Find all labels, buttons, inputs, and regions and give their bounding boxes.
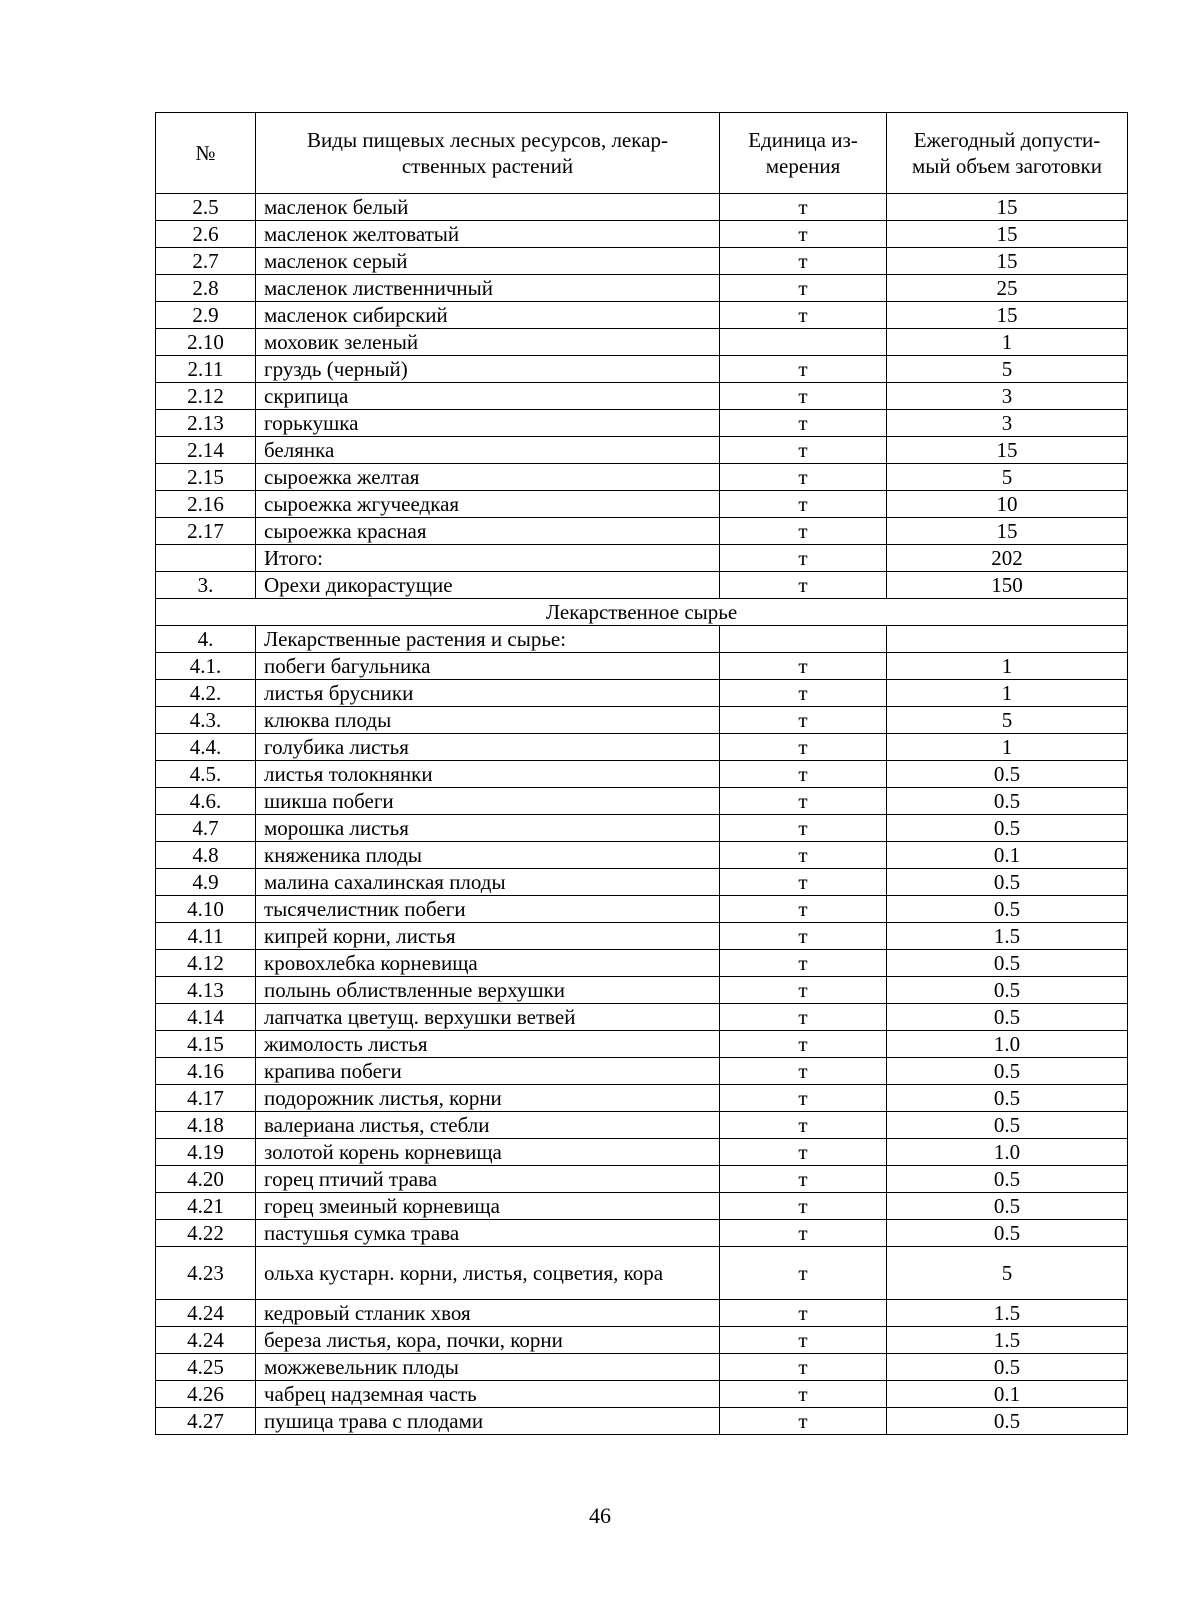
row-volume: 5 bbox=[887, 464, 1128, 491]
row-volume: 1.5 bbox=[887, 923, 1128, 950]
table-row bbox=[156, 1058, 1128, 1085]
row-name: горец птичий трава bbox=[256, 1166, 720, 1193]
row-volume: 1 bbox=[887, 329, 1128, 356]
row-unit: т bbox=[720, 869, 887, 896]
row-name: полынь облиствленные верхушки bbox=[256, 977, 720, 1004]
row-name: масленок желтоватый bbox=[256, 221, 720, 248]
table-row bbox=[156, 1193, 1128, 1220]
row-name: груздь (черный) bbox=[256, 356, 720, 383]
row-unit: т bbox=[720, 923, 887, 950]
row-volume: 15 bbox=[887, 194, 1128, 221]
row-name: сыроежка желтая bbox=[256, 464, 720, 491]
row-name: кедровый стланик хвоя bbox=[256, 1300, 720, 1327]
table-row bbox=[156, 1166, 1128, 1193]
row-num: 2.9 bbox=[156, 302, 256, 329]
table-row bbox=[156, 680, 1128, 707]
table-row bbox=[156, 1139, 1128, 1166]
row-unit: т bbox=[720, 1247, 887, 1300]
table-row bbox=[156, 788, 1128, 815]
row-volume: 1.5 bbox=[887, 1300, 1128, 1327]
table-row bbox=[156, 707, 1128, 734]
table-header-row bbox=[156, 113, 1128, 194]
table-row bbox=[156, 221, 1128, 248]
row-unit: т bbox=[720, 275, 887, 302]
table-row bbox=[156, 1220, 1128, 1247]
row-num: 4.24 bbox=[156, 1327, 256, 1354]
row-volume: 15 bbox=[887, 302, 1128, 329]
row-name: можжевельник плоды bbox=[256, 1354, 720, 1381]
row-name: береза листья, кора, почки, корни bbox=[256, 1327, 720, 1354]
row-unit: т bbox=[720, 1354, 887, 1381]
row-name: листья брусники bbox=[256, 680, 720, 707]
row-volume: 0.5 bbox=[887, 1112, 1128, 1139]
table-row bbox=[156, 653, 1128, 680]
row-num: 4.4. bbox=[156, 734, 256, 761]
row-unit: т bbox=[720, 1004, 887, 1031]
row-num: 4.6. bbox=[156, 788, 256, 815]
table-row bbox=[156, 410, 1128, 437]
row-name: масленок серый bbox=[256, 248, 720, 275]
row-unit: т bbox=[720, 1166, 887, 1193]
row-volume: 202 bbox=[887, 545, 1128, 572]
row-volume: 0.5 bbox=[887, 1220, 1128, 1247]
row-num: 4.27 bbox=[156, 1408, 256, 1435]
row-num: 4.24 bbox=[156, 1300, 256, 1327]
row-name: пушица трава с плодами bbox=[256, 1408, 720, 1435]
row-num: 4.22 bbox=[156, 1220, 256, 1247]
table-row bbox=[156, 1381, 1128, 1408]
row-volume: 1 bbox=[887, 653, 1128, 680]
row-volume: 0.5 bbox=[887, 1193, 1128, 1220]
row-num: 4.26 bbox=[156, 1381, 256, 1408]
header-name: Виды пищевых лесных ресурсов, лекар-ственных растений bbox=[256, 113, 720, 194]
table-row bbox=[156, 1300, 1128, 1327]
row-volume: 3 bbox=[887, 383, 1128, 410]
table-body-mushrooms bbox=[156, 194, 1128, 599]
row-name: скрипица bbox=[256, 383, 720, 410]
row-volume: 1.0 bbox=[887, 1139, 1128, 1166]
table-row bbox=[156, 275, 1128, 302]
row-num: 2.12 bbox=[156, 383, 256, 410]
row-name: Лекарственные растения и сырье: bbox=[256, 626, 720, 653]
row-unit: т bbox=[720, 1300, 887, 1327]
row-name: ольха кустарн. корни, листья, соцветия, кора bbox=[256, 1247, 720, 1300]
row-unit: т bbox=[720, 1058, 887, 1085]
row-num: 4.17 bbox=[156, 1085, 256, 1112]
row-name: сыроежка красная bbox=[256, 518, 720, 545]
page-number: 46 bbox=[589, 1503, 611, 1528]
row-unit: т bbox=[720, 680, 887, 707]
row-name: побеги багульника bbox=[256, 653, 720, 680]
row-unit: т bbox=[720, 221, 887, 248]
row-volume: 5 bbox=[887, 1247, 1128, 1300]
row-volume: 1.5 bbox=[887, 1327, 1128, 1354]
row-num: 4.19 bbox=[156, 1139, 256, 1166]
row-num: 4.15 bbox=[156, 1031, 256, 1058]
row-num: 4.12 bbox=[156, 950, 256, 977]
row-name: моховик зеленый bbox=[256, 329, 720, 356]
row-unit: т bbox=[720, 977, 887, 1004]
row-volume: 1 bbox=[887, 734, 1128, 761]
table-row bbox=[156, 356, 1128, 383]
row-volume: 15 bbox=[887, 221, 1128, 248]
row-num bbox=[156, 545, 256, 572]
row-name: кипрей корни, листья bbox=[256, 923, 720, 950]
row-volume: 0.5 bbox=[887, 869, 1128, 896]
row-name: валериана листья, стебли bbox=[256, 1112, 720, 1139]
row-volume: 0.5 bbox=[887, 788, 1128, 815]
row-num: 4.14 bbox=[156, 1004, 256, 1031]
row-num: 4.10 bbox=[156, 896, 256, 923]
table-row bbox=[156, 626, 1128, 653]
row-name: Итого: bbox=[256, 545, 720, 572]
table-row bbox=[156, 464, 1128, 491]
table-section-row-group bbox=[156, 599, 1128, 626]
row-name: горькушка bbox=[256, 410, 720, 437]
row-volume: 3 bbox=[887, 410, 1128, 437]
row-volume: 10 bbox=[887, 491, 1128, 518]
row-num: 2.13 bbox=[156, 410, 256, 437]
header-num: № bbox=[156, 113, 256, 194]
row-unit bbox=[720, 329, 887, 356]
row-name: масленок белый bbox=[256, 194, 720, 221]
row-unit: т bbox=[720, 491, 887, 518]
row-unit: т bbox=[720, 1112, 887, 1139]
row-name: кровохлебка корневища bbox=[256, 950, 720, 977]
row-unit: т bbox=[720, 1085, 887, 1112]
table-row bbox=[156, 923, 1128, 950]
row-num: 2.5 bbox=[156, 194, 256, 221]
row-volume: 0.5 bbox=[887, 950, 1128, 977]
row-volume: 5 bbox=[887, 356, 1128, 383]
row-volume: 0.5 bbox=[887, 761, 1128, 788]
row-name: подорожник листья, корни bbox=[256, 1085, 720, 1112]
row-unit: т bbox=[720, 518, 887, 545]
row-num: 4.11 bbox=[156, 923, 256, 950]
row-unit: т bbox=[720, 653, 887, 680]
row-name: масленок лиственничный bbox=[256, 275, 720, 302]
row-unit: т bbox=[720, 734, 887, 761]
table-row bbox=[156, 1112, 1128, 1139]
row-unit: т bbox=[720, 248, 887, 275]
row-num: 2.16 bbox=[156, 491, 256, 518]
row-unit: т bbox=[720, 1327, 887, 1354]
row-num: 3. bbox=[156, 572, 256, 599]
table-row bbox=[156, 1354, 1128, 1381]
row-num: 4.2. bbox=[156, 680, 256, 707]
row-name: шикша побеги bbox=[256, 788, 720, 815]
table-row bbox=[156, 194, 1128, 221]
row-unit: т bbox=[720, 410, 887, 437]
table-row bbox=[156, 1031, 1128, 1058]
row-volume: 0.5 bbox=[887, 1085, 1128, 1112]
row-name: малина сахалинская плоды bbox=[256, 869, 720, 896]
row-volume: 0.1 bbox=[887, 842, 1128, 869]
header-unit: Единица из-мерения bbox=[720, 113, 887, 194]
table-row bbox=[156, 977, 1128, 1004]
row-volume: 0.5 bbox=[887, 1058, 1128, 1085]
row-unit: т bbox=[720, 1408, 887, 1435]
row-name: пастушья сумка трава bbox=[256, 1220, 720, 1247]
table-row bbox=[156, 1327, 1128, 1354]
table-row bbox=[156, 950, 1128, 977]
row-unit: т bbox=[720, 1193, 887, 1220]
table-body-medicinal bbox=[156, 626, 1128, 1435]
row-num: 4.3. bbox=[156, 707, 256, 734]
row-unit: т bbox=[720, 1031, 887, 1058]
table-row bbox=[156, 437, 1128, 464]
row-num: 4.7 bbox=[156, 815, 256, 842]
row-volume: 0.1 bbox=[887, 1381, 1128, 1408]
row-volume: 0.5 bbox=[887, 1408, 1128, 1435]
row-volume: 0.5 bbox=[887, 815, 1128, 842]
row-num: 4.16 bbox=[156, 1058, 256, 1085]
row-num: 4.9 bbox=[156, 869, 256, 896]
row-unit: т bbox=[720, 545, 887, 572]
row-num: 2.8 bbox=[156, 275, 256, 302]
table-row bbox=[156, 842, 1128, 869]
row-name: голубика листья bbox=[256, 734, 720, 761]
row-unit bbox=[720, 626, 887, 653]
row-num: 2.6 bbox=[156, 221, 256, 248]
row-volume: 0.5 bbox=[887, 1004, 1128, 1031]
row-volume: 0.5 bbox=[887, 896, 1128, 923]
section-row bbox=[156, 599, 1128, 626]
row-volume bbox=[887, 626, 1128, 653]
table-row bbox=[156, 1004, 1128, 1031]
table-row bbox=[156, 383, 1128, 410]
row-unit: т bbox=[720, 761, 887, 788]
row-name: сыроежка жгучеедкая bbox=[256, 491, 720, 518]
row-num: 4.5. bbox=[156, 761, 256, 788]
row-num: 4.18 bbox=[156, 1112, 256, 1139]
row-name: Орехи дикорастущие bbox=[256, 572, 720, 599]
row-unit: т bbox=[720, 1139, 887, 1166]
row-volume: 0.5 bbox=[887, 1354, 1128, 1381]
row-unit: т bbox=[720, 302, 887, 329]
row-volume: 1.0 bbox=[887, 1031, 1128, 1058]
table-row bbox=[156, 761, 1128, 788]
table-row bbox=[156, 734, 1128, 761]
row-num: 4.21 bbox=[156, 1193, 256, 1220]
row-unit: т bbox=[720, 383, 887, 410]
table-row bbox=[156, 1085, 1128, 1112]
row-name: лапчатка цветущ. верхушки ветвей bbox=[256, 1004, 720, 1031]
row-name: масленок сибирский bbox=[256, 302, 720, 329]
row-num: 4.8 bbox=[156, 842, 256, 869]
table-row bbox=[156, 869, 1128, 896]
row-unit: т bbox=[720, 1381, 887, 1408]
row-unit: т bbox=[720, 707, 887, 734]
row-name: княженика плоды bbox=[256, 842, 720, 869]
row-name: листья толокнянки bbox=[256, 761, 720, 788]
row-num: 2.7 bbox=[156, 248, 256, 275]
row-name: белянка bbox=[256, 437, 720, 464]
header-volume: Ежегодный допусти-мый объем заготовки bbox=[887, 113, 1128, 194]
table-row bbox=[156, 545, 1128, 572]
row-name: горец змеиный корневища bbox=[256, 1193, 720, 1220]
section-title: Лекарственное сырье bbox=[156, 599, 1128, 626]
table-row bbox=[156, 1247, 1128, 1300]
row-unit: т bbox=[720, 842, 887, 869]
row-volume: 15 bbox=[887, 437, 1128, 464]
table-row bbox=[156, 329, 1128, 356]
table-row bbox=[156, 1408, 1128, 1435]
table-row bbox=[156, 491, 1128, 518]
row-volume: 1 bbox=[887, 680, 1128, 707]
table-row bbox=[156, 248, 1128, 275]
row-num: 2.17 bbox=[156, 518, 256, 545]
row-unit: т bbox=[720, 194, 887, 221]
row-name: тысячелистник побеги bbox=[256, 896, 720, 923]
row-unit: т bbox=[720, 1220, 887, 1247]
row-name: жимолость листья bbox=[256, 1031, 720, 1058]
table-row bbox=[156, 815, 1128, 842]
row-name: золотой корень корневища bbox=[256, 1139, 720, 1166]
row-name: чабрец надземная часть bbox=[256, 1381, 720, 1408]
row-volume: 15 bbox=[887, 518, 1128, 545]
row-name: крапива побеги bbox=[256, 1058, 720, 1085]
row-unit: т bbox=[720, 815, 887, 842]
row-volume: 0.5 bbox=[887, 977, 1128, 1004]
row-unit: т bbox=[720, 572, 887, 599]
row-unit: т bbox=[720, 464, 887, 491]
row-unit: т bbox=[720, 788, 887, 815]
row-num: 2.11 bbox=[156, 356, 256, 383]
row-num: 2.10 bbox=[156, 329, 256, 356]
row-num: 2.14 bbox=[156, 437, 256, 464]
row-unit: т bbox=[720, 356, 887, 383]
row-unit: т bbox=[720, 437, 887, 464]
row-num: 4.23 bbox=[156, 1247, 256, 1300]
row-volume: 25 bbox=[887, 275, 1128, 302]
row-name: морошка листья bbox=[256, 815, 720, 842]
row-num: 4.1. bbox=[156, 653, 256, 680]
resources-table bbox=[155, 112, 1128, 1435]
row-num: 4. bbox=[156, 626, 256, 653]
row-volume: 15 bbox=[887, 248, 1128, 275]
row-volume: 0.5 bbox=[887, 1166, 1128, 1193]
table-row bbox=[156, 518, 1128, 545]
row-unit: т bbox=[720, 950, 887, 977]
row-num: 2.15 bbox=[156, 464, 256, 491]
row-num: 4.25 bbox=[156, 1354, 256, 1381]
row-volume: 150 bbox=[887, 572, 1128, 599]
table-row bbox=[156, 896, 1128, 923]
row-unit: т bbox=[720, 896, 887, 923]
row-name: клюква плоды bbox=[256, 707, 720, 734]
row-num: 4.20 bbox=[156, 1166, 256, 1193]
table-row bbox=[156, 302, 1128, 329]
table-row bbox=[156, 572, 1128, 599]
row-num: 4.13 bbox=[156, 977, 256, 1004]
row-volume: 5 bbox=[887, 707, 1128, 734]
